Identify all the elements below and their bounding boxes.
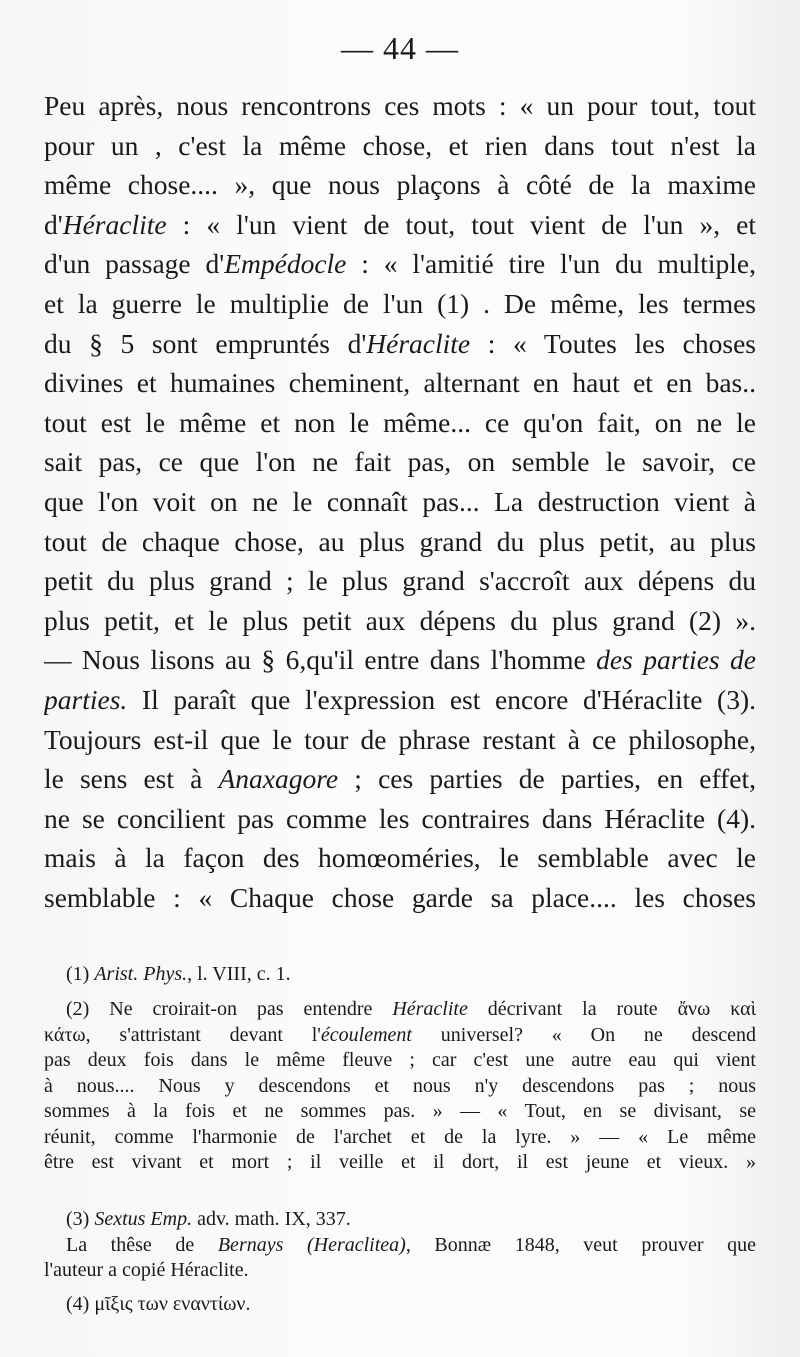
body-line: d'un passage d'Empédocle : « l'amitié tire l'un du multiple, <box>44 248 756 280</box>
footnote-line: à nous.... Nous y descendons et nous n'y descendons pas ; nous <box>44 1074 756 1097</box>
body-line: pour un , c'est la même chose, et rien dans tout n'est la <box>44 129 756 161</box>
body-line: divines et humaines cheminent, alternant en haut et en bas.. <box>44 367 756 399</box>
body-line: tout de chaque chose, au plus grand du plus petit, au plus <box>44 525 756 557</box>
body-line: ne se concilient pas comme les contraires dans Héraclite (4). <box>44 802 756 834</box>
footnote-line: κάτω, s'attristant devant l'écoulement universel? « On ne descend <box>44 1023 757 1046</box>
page-number: — 44 — <box>341 30 459 66</box>
footnote-line: réunit, comme l'harmonie de l'archet et de la lyre. » — « Le même <box>44 1125 756 1148</box>
body-line: plus petit, et le plus petit aux dépens du plus grand (2) ». <box>44 604 756 636</box>
body-line: — Nous lisons au § 6,qu'il entre dans l'homme des parties de <box>44 644 756 676</box>
footnote-line: sommes à la fois et ne sommes pas. » — « Tout, en se divisant, se <box>44 1100 756 1122</box>
body-line: Toujours est-il que le tour de phrase restant à ce philosophe, <box>44 723 756 755</box>
footnote-line: La thêse de Bernays (Heraclitea), Bonnæ 1848, veut prouver que <box>66 1233 756 1256</box>
footnote-line: (4) μῖξις των εναντίων. <box>66 1293 251 1315</box>
body-line: du § 5 sont empruntés d'Héraclite : « Toutes les choses <box>44 327 756 359</box>
body-line: que l'on voit on ne le connaît pas... La destruction vient à <box>44 485 756 517</box>
footnote-4 <box>44 1292 756 1318</box>
body-line: Peu après, nous rencontrons ces mots : « un pour tout, tout <box>44 90 756 121</box>
body-line: sait pas, ce que l'on ne fait pas, on semble le savoir, ce <box>44 446 756 478</box>
body-line: tout est le même et non le même... ce qu'on fait, on ne le <box>44 406 756 438</box>
footnote-line: (2) Ne croirait-on pas entendre Héraclite décrivant la route ἄνω καὶ <box>66 998 756 1020</box>
body-line: et la guerre le multiplie de l'un (1) . De même, les termes <box>44 287 756 319</box>
footnote-line: (1) Arist. Phys., l. VIII, c. 1. <box>66 963 291 985</box>
footnote-1 <box>44 962 756 988</box>
footnote-line: pas deux fois dans le même fleuve ; car c'est une autre eau qui vient <box>44 1049 756 1071</box>
body-line: mais à la façon des homœoméries, le semblable avec le <box>44 842 756 874</box>
footnote-2 <box>44 997 756 1176</box>
body-line: semblable : « Chaque chose garde sa place.... les choses <box>44 881 756 913</box>
footnote-line: être est vivant et mort ; il veille et il dort, il est jeune et vieux. » <box>44 1151 756 1173</box>
body-line: le sens est à Anaxagore ; ces parties de parties, en effet, <box>44 763 756 795</box>
body-line: même chose.... », que nous plaçons à côté de la maxime <box>44 169 756 201</box>
footnote-3 <box>44 1207 756 1284</box>
footnote-line: (3) Sextus Emp. adv. math. IX, 337. <box>66 1208 351 1230</box>
body-text <box>44 86 756 917</box>
body-line: d'Héraclite : « l'un vient de tout, tout vient de l'un », et <box>44 208 756 240</box>
body-line: petit du plus grand ; le plus grand s'accroît aux dépens du <box>44 565 756 597</box>
footnote-line: l'auteur a copié Héraclite. <box>44 1259 249 1281</box>
body-line: parties. Il paraît que l'expression est encore d'Héraclite (3). <box>44 683 756 715</box>
